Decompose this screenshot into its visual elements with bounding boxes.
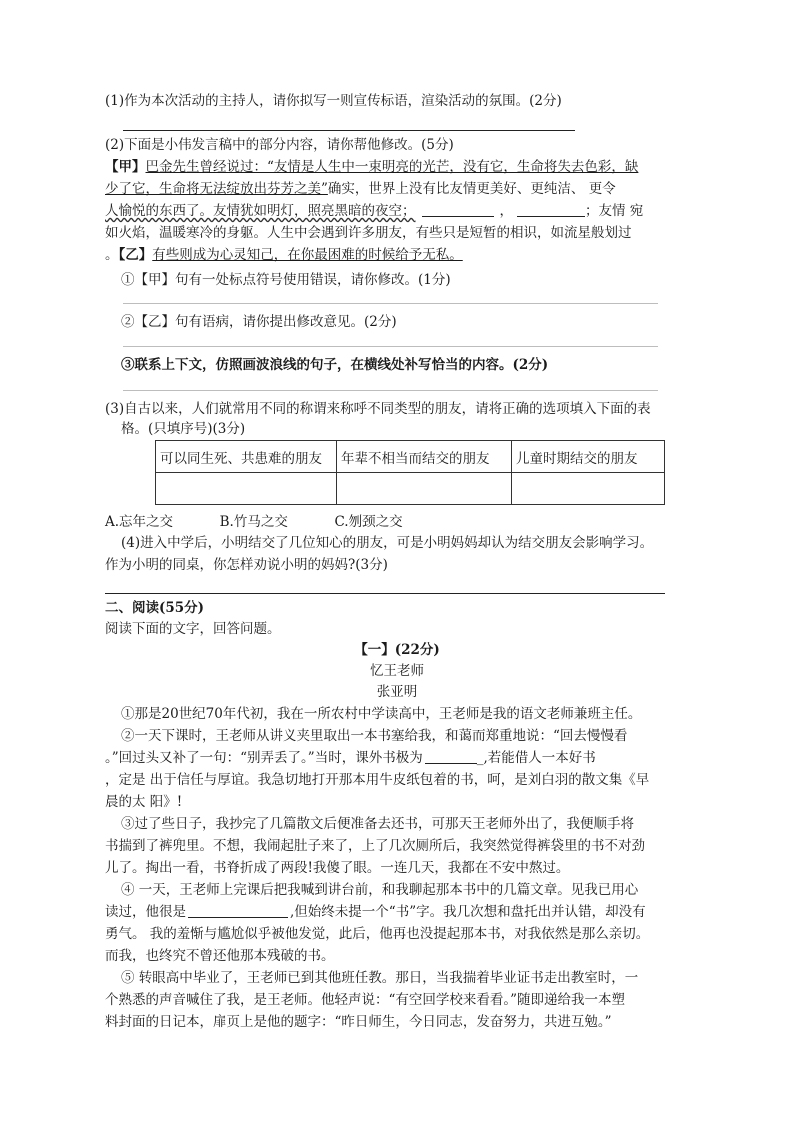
passage-line-2 (105, 180, 616, 198)
answer-line-4[interactable] (105, 593, 665, 594)
paragraph-line: 而我，也终究不曾还他那本残破的书。 (105, 948, 335, 964)
table-header-cell: 儿童时期结交的朋友 (512, 441, 665, 473)
question-1: (1)作为本次活动的主持人，请你拟写一则宣传标语，渲染活动的氛围。(2分) (105, 93, 562, 109)
paragraph-line: ，定是 出于信任与厚谊。我急切地打开那本用牛皮纸包着的书，呵，是刘白羽的散文集《早 (105, 772, 650, 788)
paragraph-line: ⑤ 转眼高中毕业了，王老师已到其他班任教。那日，当我揣着毕业证书走出教室时，一 (121, 970, 639, 986)
section-heading: 二、阅读(55分) (105, 600, 205, 616)
fill-blank-4[interactable] (188, 904, 288, 918)
option-c: C.刎颈之交 (334, 514, 403, 530)
sub-question-3: ③联系上下文，仿照画波浪线的句子，在横线处补写恰当的内容。(2分) (121, 357, 549, 373)
table-answer-row (156, 473, 665, 505)
paragraph-line: 料封面的日记本，扉页上是他的题字：“昨日师生，今日同志，发奋努力，共进互勉。” (105, 1014, 612, 1030)
answer-line-sub1[interactable] (123, 303, 658, 304)
paragraph-line: 个熟悉的声音喊住了我，是王老师。他轻声说：“有空回学校来看看。”随即递给我一本塑 (105, 992, 626, 1008)
fill-blank-2[interactable] (517, 203, 585, 217)
paragraph-line: 书揣到了裤兜里。不想，我闹起肚子来了，上了几次厕所后，我突然觉得裤袋里的书不对劲 (105, 838, 645, 854)
yi-label: 【乙】 (118, 247, 153, 263)
option-a: A.忘年之交 (105, 514, 174, 530)
paragraph-line: ①那是20世纪70年代初，我在一所农村中学读高中，王老师是我的语文老师兼班主任。 (121, 706, 642, 722)
passage-line-3: 人愉悦的东西了。友情犹如明灯，照亮黑暗的夜空； ， ；友情 宛 (105, 203, 644, 219)
passage-line-5: 。【乙】有些则成为心灵知己，在你最困难的时候给予无私。 (105, 247, 463, 263)
table-answer-cell[interactable] (512, 473, 665, 505)
question-4-line-1: (4)进入中学后，小明结交了几位知心的朋友，可是小明妈妈却认为结交朋友会影响学习。 (121, 535, 654, 551)
options-row (105, 513, 403, 531)
jia-quote-1: 巴金先生曾经说过：“友情是人生中一束明亮的光芒，没有它，生命将失去色彩，缺 (145, 159, 639, 175)
answer-line-sub2[interactable] (123, 346, 658, 347)
wavy-sentence: 人愉悦的东西了。友情犹如明灯，照亮黑暗的夜空； (105, 203, 416, 219)
subsection-title: 【一】(22分) (354, 642, 440, 658)
jia-label: 【甲】 (105, 159, 146, 175)
paragraph-line: ④ 一天，王老师上完课后把我喊到讲台前，和我聊起那本书中的几篇文章。见我已用心 (121, 882, 639, 898)
question-3-line-2: 格。(只填序号)(3分) (121, 421, 246, 437)
paragraph-line: ③过了些日子，我抄完了几篇散文后便准备去还书，可那天王老师外出了，我便顺手将 (121, 816, 634, 832)
fill-blank-1[interactable] (422, 203, 494, 217)
friend-type-table (155, 440, 665, 505)
jia-quote-2: 少了它，生命将无法绽放出芬芳之美” (105, 181, 328, 197)
fill-blank-3[interactable] (425, 750, 477, 764)
paragraph-line: 。”回过头又补了一句：“别弄丢了。”当时，课外书极为 _,若能借人一本好书 (105, 750, 596, 766)
reading-instruction: 阅读下面的文字，回答问题。 (105, 621, 281, 637)
table-answer-cell[interactable] (337, 473, 512, 505)
option-b: B.竹马之交 (219, 514, 288, 530)
paragraph-line: 儿了。掏出一看，书脊折成了两段!我傻了眼。一连几天，我都在不安中熬过。 (105, 860, 570, 876)
sub-question-1: ①【甲】句有一处标点符号使用错误，请你修改。(1分) (121, 272, 451, 288)
table-header-row (156, 441, 665, 473)
table-header-cell: 可以同生死、共患难的朋友 (156, 441, 337, 473)
passage-line-1 (105, 158, 638, 176)
paragraph-line: ②一天下课时，王老师从讲义夹里取出一本书塞给我，和蔼而郑重地说：“回去慢慢看 (121, 728, 628, 744)
answer-line-1[interactable] (123, 130, 575, 131)
article-author: 张亚明 (376, 684, 418, 700)
yi-sentence: 有些则成为心灵知己，在你最困难的时候给予无私。 (152, 247, 463, 263)
table-answer-cell[interactable] (156, 473, 337, 505)
paragraph-line: 晨的太 阳》! (105, 794, 183, 810)
table-header-cell: 年辈不相当而结交的朋友 (337, 441, 512, 473)
answer-line-sub3[interactable] (123, 390, 658, 391)
passage-line-2-rest: 确实，世界上没有比友情更美好、更纯洁、 更令 (327, 181, 616, 197)
question-2-intro: (2)下面是小伟发言稿中的部分内容，请你帮他修改。(5分) (105, 137, 454, 153)
question-4-line-2: 作为小明的同桌，你怎样劝说小明的妈妈?(3分) (105, 557, 388, 573)
sub-question-2: ②【乙】句有语病，请你提出修改意见。(2分) (121, 314, 397, 330)
passage-line-4: 如火焰，温暖寒冷的身躯。人生中会遇到许多朋友，有些只是短暂的相识，如流星般划过 (105, 225, 632, 241)
paragraph-line: 勇气。 我的羞惭与尴尬似乎被他发觉，此后，他再也没提起那本书，对我依然是那么亲切。 (105, 926, 650, 942)
question-3-line-1: (3)自古以来，人们就常用不同的称谓来称呼不同类型的朋友，请将正确的选项填入下面的表 (105, 401, 651, 417)
article-title: 忆王老师 (370, 663, 424, 679)
paragraph-line: 读过，他很是 ,但始终未提一个“书”字。我几次想和盘托出并认错，却没有 (105, 904, 646, 920)
